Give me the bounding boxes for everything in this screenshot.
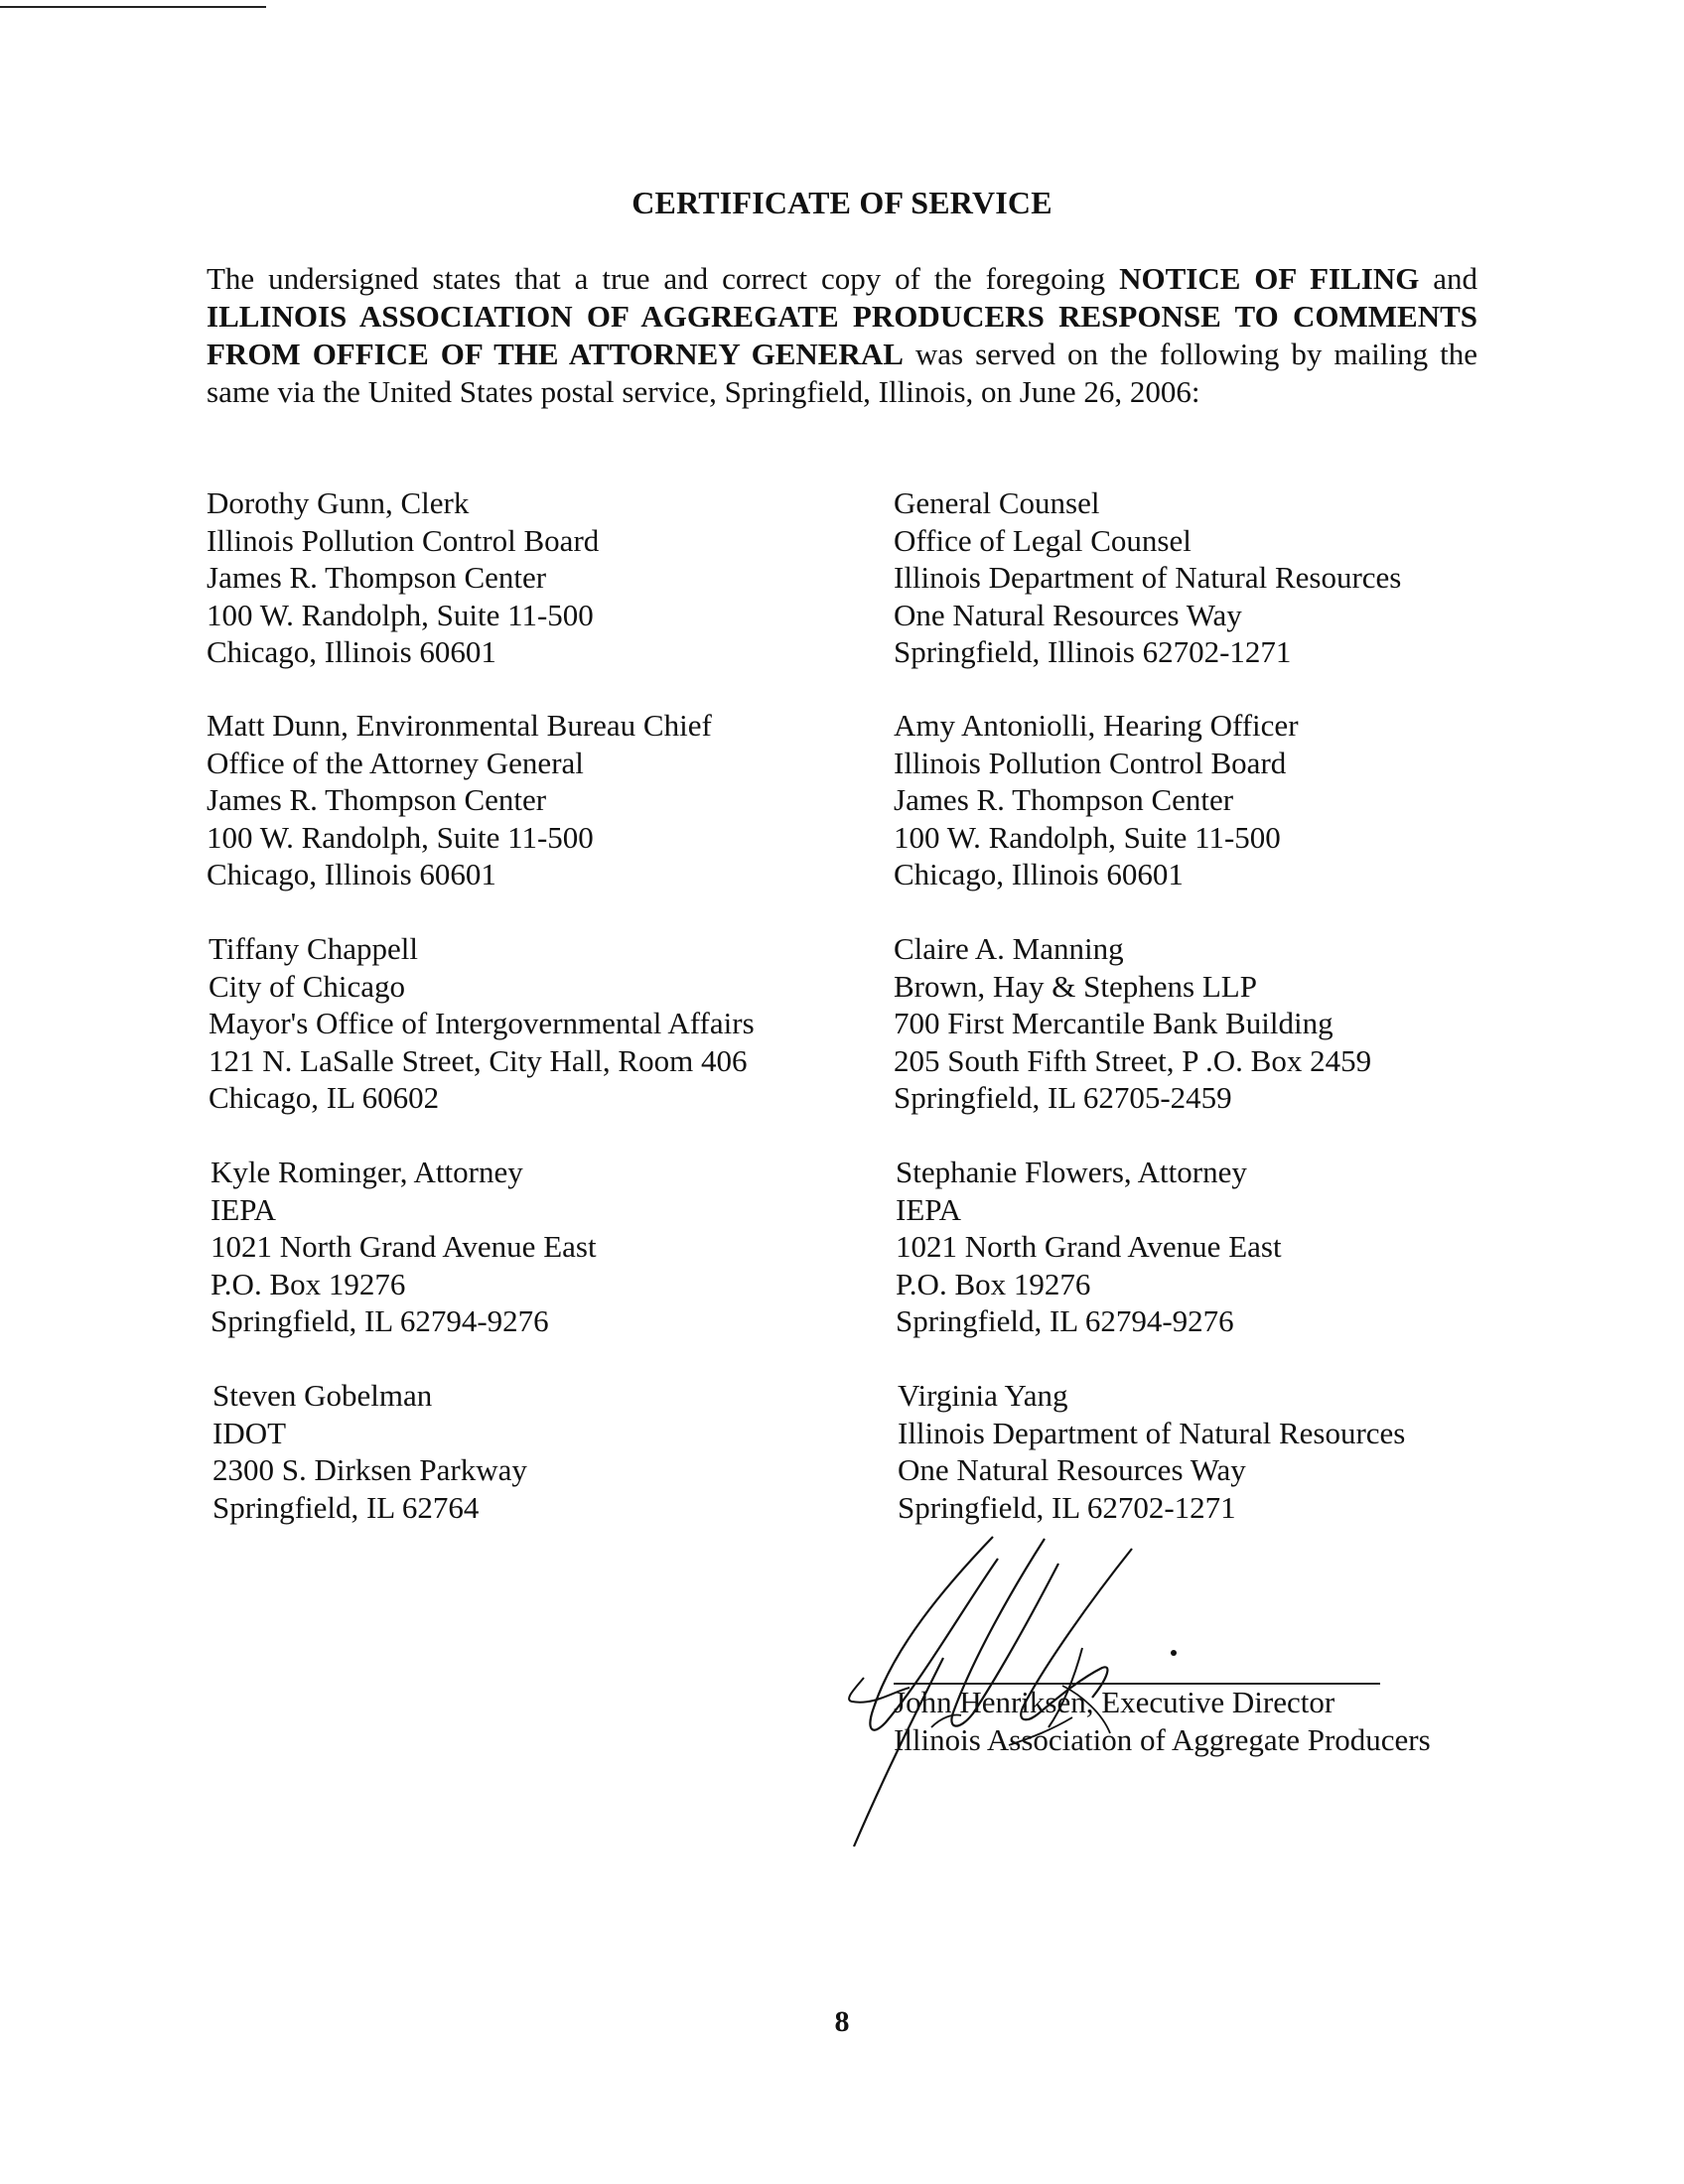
address-block — [210, 1154, 597, 1340]
address-line: Springfield, Illinois 62702-1271 — [894, 634, 1292, 669]
address-line: Dorothy Gunn, Clerk — [207, 485, 470, 520]
address-line: City of Chicago — [209, 968, 406, 1004]
address-line: Claire A. Manning — [894, 931, 1124, 966]
address-line: Mayor's Office of Intergovernmental Affairs — [209, 1006, 755, 1040]
address-line: 100 W. Randolph, Suite 11-500 — [207, 597, 594, 632]
signer-organization: Illinois Association of Aggregate Producers — [894, 1722, 1431, 1757]
address-block — [896, 1154, 1282, 1340]
address-block — [898, 1377, 1405, 1526]
address-line: General Counsel — [894, 485, 1100, 520]
intro-paragraph — [207, 260, 1477, 411]
address-line: Illinois Department of Natural Resources — [894, 560, 1402, 595]
address-line: 700 First Mercantile Bank Building — [894, 1006, 1333, 1040]
address-block — [207, 484, 599, 671]
address-line: Office of the Attorney General — [207, 745, 584, 780]
address-block — [212, 1377, 527, 1526]
address-line: One Natural Resources Way — [894, 597, 1242, 632]
top-rule — [0, 6, 266, 8]
address-block — [894, 707, 1299, 893]
document-title: CERTIFICATE OF SERVICE — [632, 185, 1052, 220]
address-line: Illinois Pollution Control Board — [894, 745, 1287, 780]
address-line: IEPA — [896, 1191, 962, 1227]
address-block — [207, 707, 712, 893]
address-line: Office of Legal Counsel — [894, 522, 1192, 558]
address-line: Illinois Department of Natural Resources — [898, 1415, 1406, 1450]
address-line: Springfield, IL 62764 — [212, 1489, 480, 1525]
intro-text-3: was served on the following by mailing the same via the United States postal service, Springfield, Illinois, on June 26, 2006: — [207, 337, 1478, 409]
address-line: P.O. Box 19276 — [896, 1266, 1091, 1301]
address-line: Springfield, IL 62705-2459 — [894, 1080, 1232, 1115]
address-block — [209, 930, 755, 1117]
address-line: Steven Gobelman — [212, 1378, 433, 1413]
address-line: Chicago, Illinois 60601 — [207, 857, 496, 891]
address-line: P.O. Box 19276 — [210, 1266, 406, 1301]
address-line: 1021 North Grand Avenue East — [210, 1229, 597, 1264]
address-line: James R. Thompson Center — [894, 782, 1234, 817]
address-line: 2300 S. Dirksen Parkway — [212, 1452, 527, 1487]
address-line: Springfield, IL 62794-9276 — [896, 1303, 1234, 1338]
intro-bold-response: ILLINOIS ASSOCIATION OF AGGREGATE PRODUCERS RESPONSE TO COMMENTS FROM OFFICE OF THE ATTORNEY GENERAL — [207, 299, 1477, 371]
address-line: James R. Thompson Center — [207, 782, 547, 817]
address-line: One Natural Resources Way — [898, 1452, 1246, 1487]
address-line: 100 W. Randolph, Suite 11-500 — [207, 819, 594, 855]
address-line: Illinois Pollution Control Board — [207, 522, 600, 558]
address-line: Brown, Hay & Stephens LLP — [894, 968, 1257, 1004]
intro-bold-notice: NOTICE OF FILING — [1119, 261, 1420, 296]
address-line: 205 South Fifth Street, P .O. Box 2459 — [894, 1042, 1372, 1078]
address-line: IEPA — [210, 1191, 277, 1227]
address-line: Springfield, IL 62794-9276 — [210, 1303, 549, 1338]
address-block — [894, 484, 1401, 671]
address-line: 100 W. Randolph, Suite 11-500 — [894, 819, 1281, 855]
address-line: Springfield, IL 62702-1271 — [898, 1489, 1236, 1525]
address-line: 121 N. LaSalle Street, City Hall, Room 406 — [209, 1042, 748, 1078]
address-line: Chicago, IL 60602 — [209, 1080, 440, 1115]
intro-text-1: The undersigned states that a true and correct copy of the foregoing — [207, 261, 1120, 296]
signer-name-title: John Henriksen, Executive Director — [894, 1685, 1335, 1719]
address-line: James R. Thompson Center — [207, 560, 547, 595]
address-line: Kyle Rominger, Attorney — [210, 1155, 523, 1189]
signature-block — [894, 1684, 1431, 1759]
address-line: Stephanie Flowers, Attorney — [896, 1155, 1247, 1189]
address-line: Amy Antoniolli, Hearing Officer — [894, 708, 1299, 743]
address-line: 1021 North Grand Avenue East — [896, 1229, 1282, 1264]
address-line: Virginia Yang — [898, 1378, 1068, 1413]
address-block — [894, 930, 1371, 1117]
address-line: Chicago, Illinois 60601 — [207, 634, 496, 669]
address-line: Tiffany Chappell — [209, 931, 418, 966]
page-number: 8 — [834, 2005, 850, 2038]
address-line: Matt Dunn, Environmental Bureau Chief — [207, 708, 712, 743]
intro-text-2: and — [1419, 261, 1478, 296]
address-line: Chicago, Illinois 60601 — [894, 857, 1184, 891]
address-line: IDOT — [212, 1415, 287, 1450]
